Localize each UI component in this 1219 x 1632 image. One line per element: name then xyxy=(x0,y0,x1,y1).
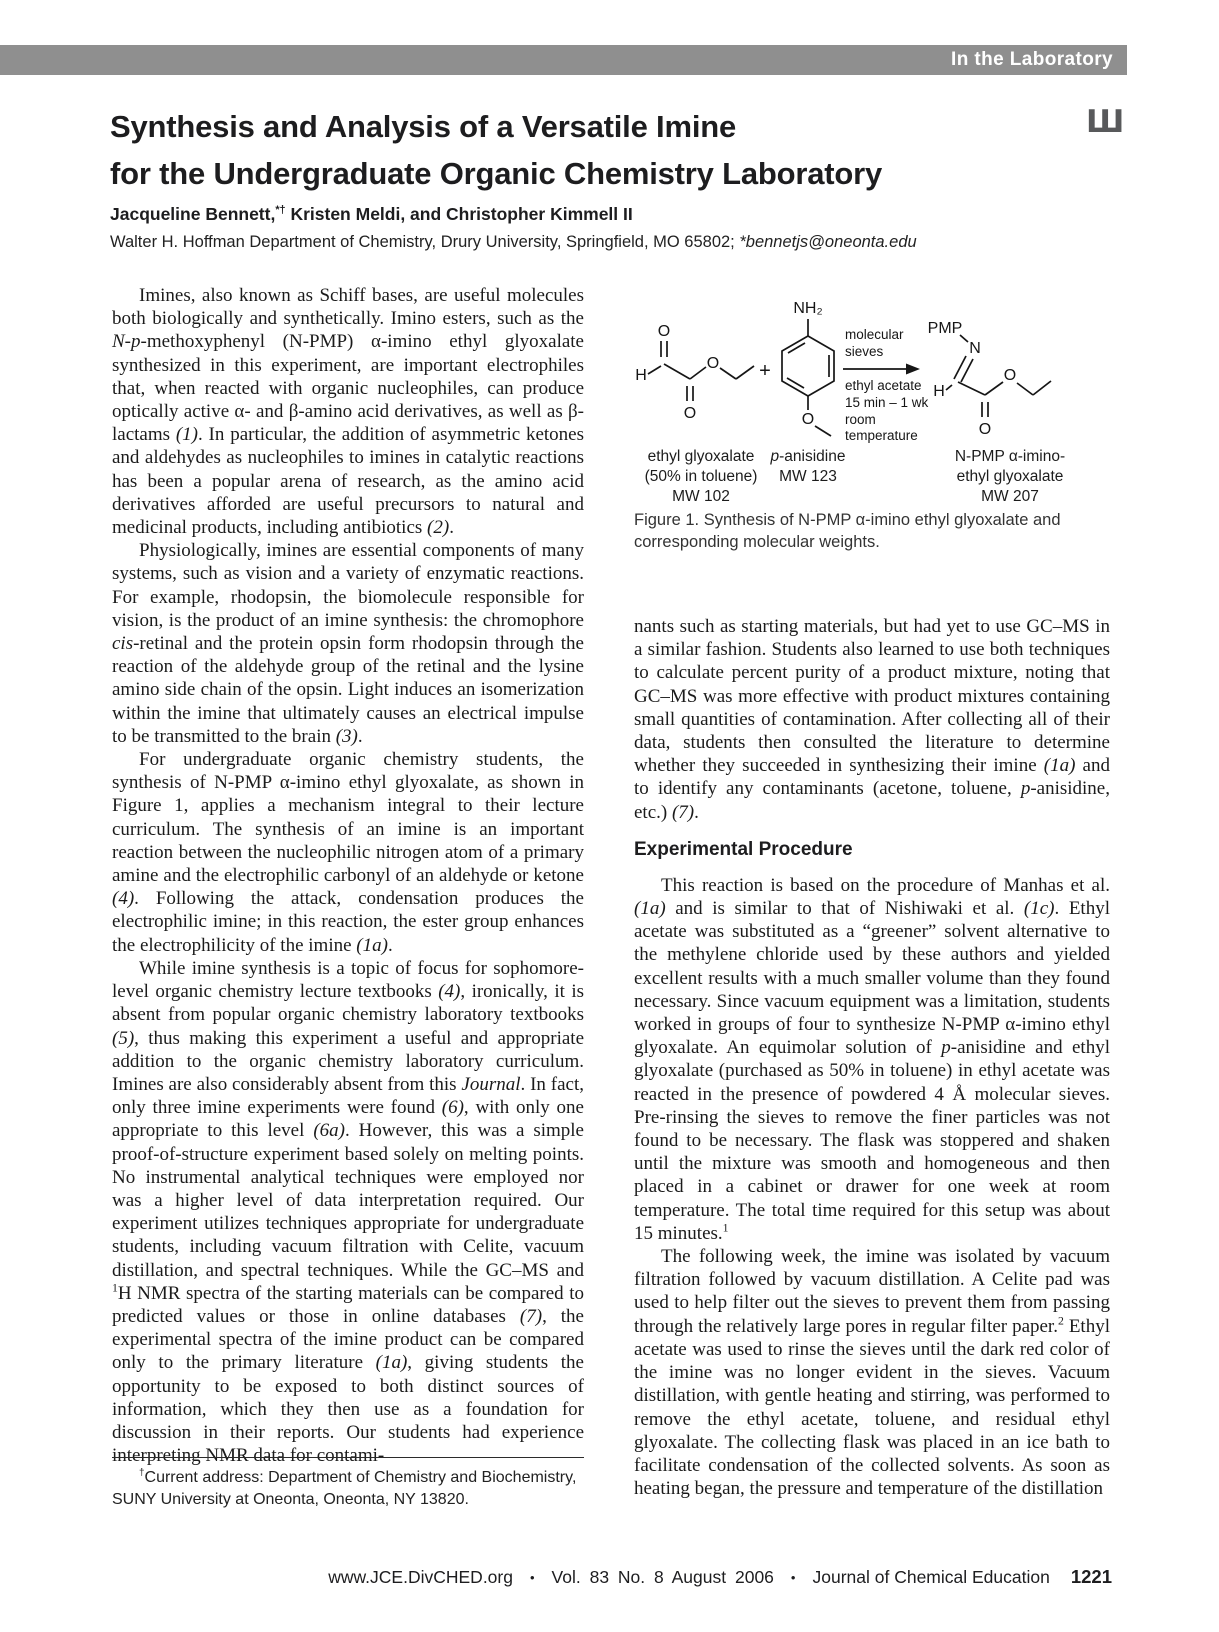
atom-label-o: O xyxy=(683,405,697,422)
right-column xyxy=(634,615,1110,1500)
web-supplement-icon: Ш xyxy=(1086,104,1125,140)
left-column xyxy=(112,284,584,1467)
page-footer xyxy=(328,1566,1112,1588)
section-banner xyxy=(0,45,1127,75)
condition-above-2: sieves xyxy=(845,344,884,359)
condition-below-1: ethyl acetate xyxy=(845,378,922,393)
condition-above-1: molecular xyxy=(845,327,904,342)
footer-site-url: www.JCE.DivCHED.org xyxy=(328,1566,513,1587)
page-title xyxy=(110,103,882,197)
compound-label-product xyxy=(920,447,1100,507)
footer-page-number: 1221 xyxy=(1070,1566,1112,1587)
page-title-line2: for the Undergraduate Organic Chemistry Laboratory xyxy=(110,156,883,191)
footer-bullet-icon: • xyxy=(529,1569,535,1585)
atom-label-o: O xyxy=(978,421,992,438)
compound-label-p-anisidine xyxy=(733,447,883,487)
section-heading-experimental-procedure: Experimental Procedure xyxy=(634,838,853,860)
body-paragraph: While imine synthesis is a topic of focus for sophomore-level organic chemistry lecture textbooks (4), ironically, it is absent from popular organic chemistry laboratory textbooks (5), thus making this experiment a useful and appropriate addition to the organic chemistry laboratory curriculum. Imines are also considerably absent from this Journal. In fact, only three imine experiments were found (6), with only one appropriate to this level (6a). However, this was a simple proof-of-structure experiment based solely on melting points. No instrumental analytical techniques were employed nor was a higher level of data interpretation required. Our experiment utilizes techniques appropriate for undergraduate students, including vacuum filtration with Celite, vacuum distillation, and spectral techniques. While the GC–MS and $^1$H NMR spectra of the starting materials can be compared to predicted values or those in online databases (7), the experimental spectra of the imine product can be compared only to the primary literature (1a), giving students the opportunity to be exposed to both distinct sources of information, which they then use as a foundation for discussion in their reports. Our students had experience interpreting NMR data for contami- xyxy=(112,957,585,1467)
condition-below-3: room xyxy=(845,412,876,427)
atom-label-h: H xyxy=(933,383,945,400)
body-paragraph: For undergraduate organic chemistry students, the synthesis of N-PMP α-imino ethyl glyoxalate, as shown in Figure 1, applies a mechanism integral to their lecture curriculum. The synthesis of an imine is an important reaction between the nucleophilic nitrogen atom of a primary amine and the electrophilic carbonyl of an aldehyde or ketone (4). Following the attack, condensation produces the electrophilic imine; in this reaction, the ester group enhances the electrophilicity of the imine (1a). xyxy=(112,749,584,956)
compound-mw: MW 123 xyxy=(779,468,837,485)
atom-label-o: O xyxy=(801,411,815,428)
affiliation-line: Walter H. Hoffman Department of Chemistry, Drury University, Springfield, MO 65802; *bennetjs@oneonta.edu xyxy=(110,233,917,251)
atom-label-o: O xyxy=(1003,367,1017,384)
body-paragraph: This reaction is based on the procedure of Manhas et al. (1a) and is similar to that of Nishiwaki et al. (1c). Ethyl acetate was substituted as a “greener” solvent alternative to the methylene chloride used by these authors and yielded excellent results with a much smaller volume than they found necessary. Since vacuum equipment was a limitation, students worked in groups of four to synthesize N-PMP α-imino ethyl glyoxalate. An equimolar solution of p-anisidine and ethyl glyoxalate (purchased as 50% in toluene) in ethyl acetate was reacted in the presence of powdered 4 Å molecular sieves. Pre-rinsing the sieves to remove the finer particles was not found to be necessary. The flask was stoppered and shaken until the mixture was smooth and homogeneous and then placed in a cabinet or drawer for one week at room temperature. The total time required for this setup was about 15 minutes.$^1$ xyxy=(634,874,1110,1244)
footer-bullet-icon: • xyxy=(790,1569,796,1585)
figure-1-reaction-scheme xyxy=(615,283,1115,513)
page-title-line1: Synthesis and Analysis of a Versatile Imine xyxy=(110,109,737,144)
plus-sign: + xyxy=(759,360,771,382)
figure-1-caption: Figure 1. Synthesis of N-PMP α-imino ethyl glyoxalate and corresponding molecular weights. xyxy=(634,511,1061,551)
molecule-npmp-imino-ethyl-glyoxalate xyxy=(946,335,1051,417)
compound-mw: MW 102 xyxy=(672,488,730,505)
atom-label-pmp: PMP xyxy=(927,320,963,337)
author-footnote: †Current address: Department of Chemistry and Biochemistry, SUNY University at Oneonta, Oneonta, NY 13820. xyxy=(112,1457,584,1510)
atom-label-nh2: NH₂ xyxy=(793,300,823,317)
reaction-arrow xyxy=(843,364,920,375)
body-paragraph: nants such as starting materials, but had yet to use GC–MS in a similar fashion. Students also learned to use both techniques to calculate percent purity of a product mixture, noting that GC–MS was more effective with product mixtures containing small quantities of contamination. After collecting all of their data, students then consulted the literature to determine whether they succeeded in synthesizing their imine (1a) and to identify any contaminants (acetone, toluene, p-anisidine, etc.) (7). xyxy=(634,616,1110,823)
condition-below-2: 15 min – 1 wk xyxy=(845,395,929,410)
atom-label-h: H xyxy=(635,367,647,384)
body-paragraph: The following week, the imine was isolated by vacuum filtration followed by vacuum distillation. A Celite pad was used to help filter out the sieves to prevent them from passing through the relatively large pores in regular filter paper.$^2$ Ethyl acetate was used to rinse the sieves until the dark red color of the imine was no longer evident in the sieves. Vacuum distillation, with gentle heating and stirring, was performed to remove the ethyl acetate, toluene, and residual ethyl glyoxalate. The collecting flask was placed in an ice bath to facilitate condensation of the collected solvents. As soon as heating began, the pressure and temperature of the distillation xyxy=(634,1246,1110,1500)
compound-name: ethyl glyoxalate xyxy=(647,448,755,465)
molecule-ethyl-glyoxalate xyxy=(648,341,754,401)
condition-below-4: temperature xyxy=(845,428,918,443)
compound-name: N-PMP α-imino- xyxy=(954,448,1066,465)
footer-issue-info: Vol. 83 No. 8 August 2006 xyxy=(551,1566,774,1587)
atom-label-n: N xyxy=(969,340,981,357)
body-paragraph: Physiologically, imines are essential components of many systems, such as vision and a variety of enzymatic reactions. For example, rhodopsin, the biomolecule responsible for vision, is the product of an imine synthesis: the chromophore cis-retinal and the protein opsin form rhodopsin through the reaction of the aldehyde group of the retinal and the lysine amino side chain of the opsin. Light induces an isomerization within the imine that ultimately causes an electrical impulse to be transmitted to the brain (3). xyxy=(112,540,584,747)
authors-line: Jacqueline Bennett,*† Kristen Meldi, and Christopher Kimmell II xyxy=(110,204,633,224)
compound-name: ethyl glyoxalate xyxy=(956,468,1064,485)
atom-label-o: O xyxy=(657,323,671,340)
compound-name: p-anisidine xyxy=(770,448,846,465)
compound-mw: MW 207 xyxy=(981,488,1039,505)
atom-label-o: O xyxy=(706,355,720,372)
compound-note: (50% in toluene) xyxy=(644,468,758,485)
footer-journal-name: Journal of Chemical Education xyxy=(812,1566,1050,1587)
section-banner-label: In the Laboratory xyxy=(951,49,1113,70)
body-paragraph: Imines, also known as Schiff bases, are useful molecules both biologically and synthetically. Imino esters, such as the N-p-methoxyphenyl (N-PMP) α-imino ethyl glyoxalate synthesized in this experiment, are important electrophiles that, when reacted with organic nucleophiles, can produce optically active α- and β-amino acid derivatives, as well as β-lactams (1). In particular, the addition of asymmetric ketones and aldehydes as nucleophiles to imines in catalytic reactions has been a popular arena of research, as the amino acid derivatives afforded are useful precursors to natural and medicinal products, including antibiotics (2). xyxy=(112,285,584,539)
